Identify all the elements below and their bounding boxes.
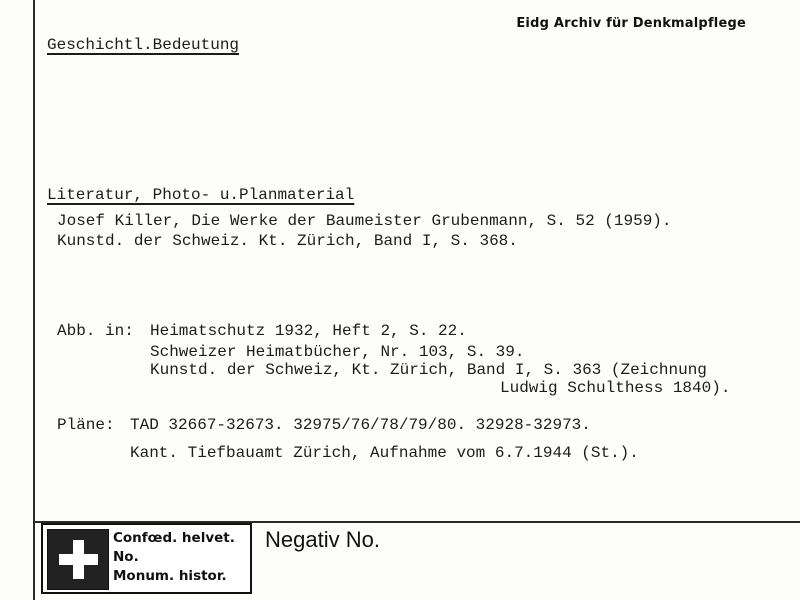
stamp-line-1: Confœd. helvet. [113,530,235,546]
abbildungen-line-3: Kunstd. der Schweiz, Kt. Zürich, Band I, S. 363 (Zeichnung [150,361,707,379]
section-heading-literatur: Literatur, Photo- u.Planmaterial [47,186,355,204]
literatur-line-2: Kunstd. der Schweiz. Kt. Zürich, Band I, S. 368. [57,232,518,250]
monument-stamp [41,523,252,594]
plaene-line-2: Kant. Tiefbauamt Zürich, Aufnahme vom 6.7.1944 (St.). [130,444,639,462]
swiss-cross-icon [47,529,109,590]
stamp-line-2: No. [113,549,139,565]
abbildungen-line-2: Schweizer Heimatbücher, Nr. 103, S. 39. [150,343,525,361]
abbildungen-label: Abb. in: [57,322,134,340]
section-heading-geschichte: Geschichtl.Bedeutung [47,36,240,54]
plaene-line-1: TAD 32667-32673. 32975/76/78/79/80. 32928-32973. [130,416,591,434]
negativ-label: Negativ No. [265,527,380,552]
left-margin-rule [33,0,35,600]
literatur-line-1: Josef Killer, Die Werke der Baumeister Grubenmann, S. 52 (1959). [57,212,672,230]
plaene-label: Pläne: [57,416,115,434]
abbildungen-line-1: Heimatschutz 1932, Heft 2, S. 22. [150,322,467,340]
stamp-line-3: Monum. histor. [113,568,227,584]
stamp-text [113,529,235,586]
abbildungen-line-4: Ludwig Schulthess 1840). [500,379,731,397]
archive-label: Eidg Archiv für Denkmalpflege [516,16,746,31]
